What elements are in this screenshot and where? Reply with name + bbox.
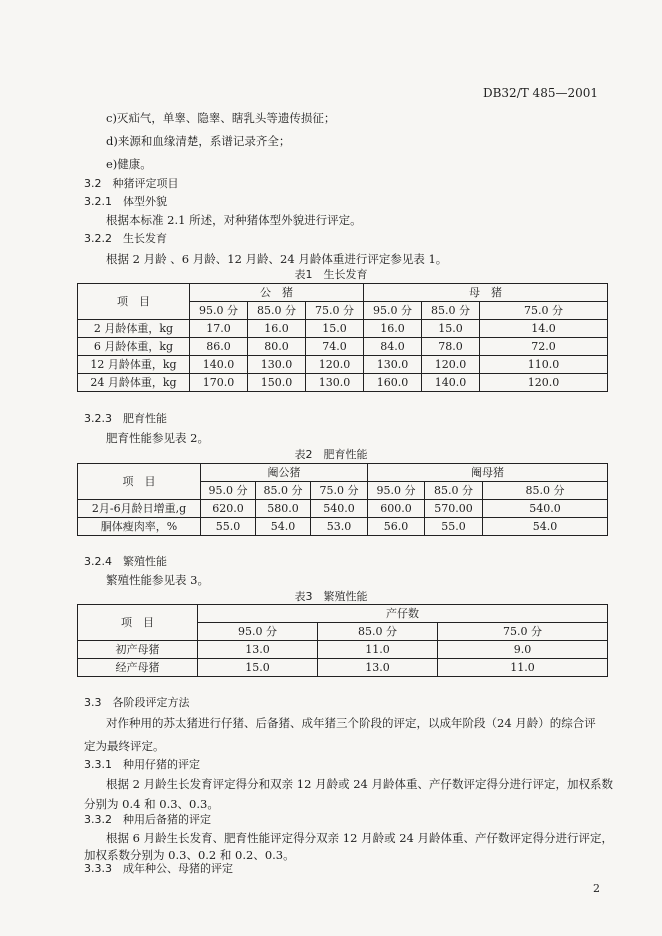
table-cell: 11.0	[438, 659, 608, 677]
section-heading-3-3: 3.3 各阶段评定方法	[84, 696, 190, 709]
table1-caption: 表1 生长发育	[294, 268, 368, 281]
table-cell: 16.0	[364, 320, 422, 338]
table-cell: 74.0	[306, 338, 364, 356]
table2-fattening	[77, 463, 608, 536]
table-cell: 160.0	[364, 374, 422, 392]
table-cell: 56.0	[368, 518, 425, 536]
section-heading-3-2-3: 3.2.3 肥育性能	[84, 412, 167, 425]
table2-score-header: 95.0 分	[201, 482, 256, 500]
row-label: 24 月龄体重，kg	[78, 374, 190, 392]
table2-sow-header: 阉母猪	[368, 464, 608, 482]
row-label: 初产母猪	[78, 641, 198, 659]
table-cell: 9.0	[438, 641, 608, 659]
table1-score-header: 75.0 分	[306, 302, 364, 320]
text-line-d: d)来源和血缘清楚，系谱记录齐全；	[106, 134, 291, 148]
table-cell: 11.0	[318, 641, 438, 659]
table2-caption: 表2 肥育性能	[294, 448, 368, 461]
table-cell: 580.0	[256, 500, 311, 518]
table2-score-header: 95.0 分	[368, 482, 425, 500]
table1-score-header: 75.0 分	[480, 302, 608, 320]
table-cell: 84.0	[364, 338, 422, 356]
table-cell: 600.0	[368, 500, 425, 518]
table-row	[78, 659, 608, 677]
table2-score-header: 85.0 分	[256, 482, 311, 500]
table1-item-header: 项 目	[78, 284, 190, 320]
section-heading-3-3-3: 3.3.3 成年种公、母猪的评定	[84, 862, 233, 875]
table-cell: 540.0	[483, 500, 608, 518]
table1-growth	[77, 283, 608, 392]
section-heading-3-3-2: 3.3.2 种用后备猪的评定	[84, 813, 211, 826]
table-cell: 15.0	[198, 659, 318, 677]
table1-sow-header: 母 猪	[364, 284, 608, 302]
table-row	[78, 518, 608, 536]
table-cell: 13.0	[198, 641, 318, 659]
paragraph-3-2-4: 繁殖性能参见表 3。	[106, 573, 209, 587]
paragraph-3-2-2: 根据 2 月龄 、6 月龄、12 月龄、24 月龄体重进行评定参见表 1。	[106, 252, 448, 266]
table3-caption: 表3 繁殖性能	[294, 590, 368, 603]
row-label: 6 月龄体重，kg	[78, 338, 190, 356]
table-row	[78, 374, 608, 392]
table-row	[78, 356, 608, 374]
table-cell: 150.0	[248, 374, 306, 392]
table-row	[78, 641, 608, 659]
row-label: 经产母猪	[78, 659, 198, 677]
table-cell: 78.0	[422, 338, 480, 356]
section-heading-3-3-1: 3.3.1 种用仔猪的评定	[84, 758, 200, 771]
document-code: DB32/T 485—2001	[482, 86, 598, 100]
table2-boar-header: 阉公猪	[201, 464, 368, 482]
paragraph-3-3-2-line1: 根据 6 月龄生长发育、肥育性能评定得分双亲 12 月龄或 24 月龄体重、产仔数评定得分进行评定，	[106, 831, 614, 845]
table2-item-header: 项 目	[78, 464, 201, 500]
table-cell: 130.0	[364, 356, 422, 374]
table-cell: 72.0	[480, 338, 608, 356]
section-heading-3-2-1: 3.2.1 体型外貌	[84, 195, 167, 208]
table-row	[78, 500, 608, 518]
table-cell: 80.0	[248, 338, 306, 356]
table2-score-header: 85.0 分	[425, 482, 483, 500]
table3-score-header: 95.0 分	[198, 623, 318, 641]
table3-item-header: 项 目	[78, 605, 198, 641]
table-cell: 130.0	[248, 356, 306, 374]
row-label: 胴体瘦肉率，%	[78, 518, 201, 536]
section-heading-3-2: 3.2 种猪评定项目	[84, 177, 179, 190]
table-cell: 120.0	[480, 374, 608, 392]
table3-score-header: 75.0 分	[438, 623, 608, 641]
table3-score-header: 85.0 分	[318, 623, 438, 641]
paragraph-3-3-line1: 对作种用的苏太猪进行仔猪、后备猪、成年猪三个阶段的评定，以成年阶段（24 月龄）的综合评	[106, 716, 596, 730]
text-line-e: e)健康。	[106, 157, 152, 171]
table2-score-header: 75.0 分	[311, 482, 368, 500]
table-cell: 140.0	[190, 356, 248, 374]
table1-score-header: 85.0 分	[248, 302, 306, 320]
paragraph-3-3-2-line2: 加权系数分别为 0.3、0.2 和 0.2、0.3。	[84, 848, 295, 862]
table-cell: 53.0	[311, 518, 368, 536]
table-cell: 540.0	[311, 500, 368, 518]
table1-score-header: 85.0 分	[422, 302, 480, 320]
table-cell: 570.00	[425, 500, 483, 518]
table-cell: 15.0	[422, 320, 480, 338]
table-cell: 14.0	[480, 320, 608, 338]
paragraph-3-3-line2: 定为最终评定。	[84, 739, 165, 753]
row-label: 12 月龄体重，kg	[78, 356, 190, 374]
table-cell: 110.0	[480, 356, 608, 374]
table-cell: 13.0	[318, 659, 438, 677]
text-line-c: c)灭疝气，单睾、隐睾、瞎乳头等遗传损征；	[106, 111, 336, 125]
table-cell: 54.0	[483, 518, 608, 536]
table-cell: 120.0	[422, 356, 480, 374]
table-cell: 130.0	[306, 374, 364, 392]
table-cell: 86.0	[190, 338, 248, 356]
row-label: 2月-6月龄日增重,g	[78, 500, 201, 518]
table-cell: 55.0	[425, 518, 483, 536]
table-cell: 140.0	[422, 374, 480, 392]
table3-reproduction	[77, 604, 608, 677]
paragraph-3-2-1: 根据本标准 2.1 所述，对种猪体型外貌进行评定。	[106, 213, 362, 227]
paragraph-3-3-1-line1: 根据 2 月龄生长发育评定得分和双亲 12 月龄或 24 月龄体重、产仔数评定得分进行评定，加权系数	[106, 777, 614, 791]
table1-score-header: 95.0 分	[364, 302, 422, 320]
table-cell: 17.0	[190, 320, 248, 338]
row-label: 2 月龄体重，kg	[78, 320, 190, 338]
page-number: 2	[593, 882, 600, 895]
table1-boar-header: 公 猪	[190, 284, 364, 302]
table-cell: 620.0	[201, 500, 256, 518]
table-cell: 15.0	[306, 320, 364, 338]
table3-litter-header: 产仔数	[198, 605, 608, 623]
paragraph-3-2-3: 肥育性能参见表 2。	[106, 431, 209, 445]
table-row	[78, 320, 608, 338]
table-cell: 170.0	[190, 374, 248, 392]
table2-score-header: 85.0 分	[483, 482, 608, 500]
section-heading-3-2-2: 3.2.2 生长发育	[84, 232, 167, 245]
table-cell: 16.0	[248, 320, 306, 338]
table1-score-header: 95.0 分	[190, 302, 248, 320]
table-cell: 55.0	[201, 518, 256, 536]
table-cell: 120.0	[306, 356, 364, 374]
paragraph-3-3-1-line2: 分别为 0.4 和 0.3、0.3。	[84, 797, 219, 811]
table-row	[78, 338, 608, 356]
section-heading-3-2-4: 3.2.4 繁殖性能	[84, 555, 167, 568]
table-cell: 54.0	[256, 518, 311, 536]
